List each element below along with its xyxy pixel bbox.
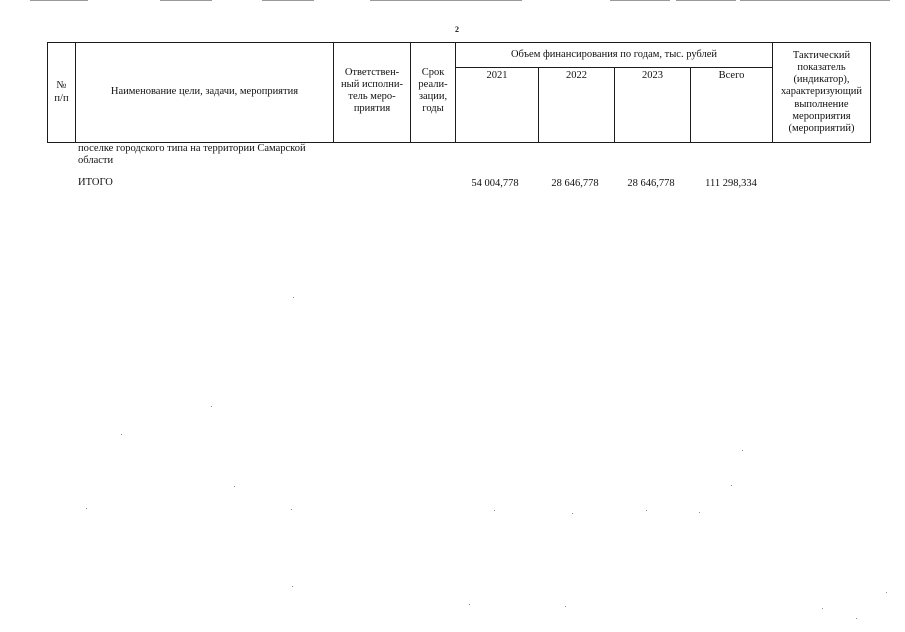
top-scan-rule: [262, 0, 314, 1]
scan-speck: [293, 297, 294, 298]
scan-speck: [494, 510, 495, 511]
column-header-financing-text: Объем финансирования по годам, тыс. рублей: [510, 48, 718, 60]
scan-speck: [291, 509, 292, 510]
column-header-year-2022: 2022: [539, 68, 615, 143]
total-2021-value: 54 004,778: [471, 178, 519, 189]
column-header-responsible: [334, 43, 411, 143]
scan-speck: [234, 486, 235, 487]
scan-speck: [856, 618, 857, 619]
column-header-indicator-text: Тактический показатель (индикатор), характеризующий выполнение мероприятия (мероприятий): [780, 50, 863, 134]
total-sum-value: 111 298,334: [705, 178, 757, 189]
scan-speck: [565, 606, 566, 607]
continued-row-name: поселке городского типа на территории Самарской области: [78, 143, 306, 166]
top-scan-rule: [610, 0, 670, 1]
column-header-responsible-text: Ответствен- ный исполни- тель меро- приятия: [341, 67, 403, 115]
scan-speck: [292, 586, 293, 587]
scan-speck: [646, 510, 647, 511]
top-scan-rule: [370, 0, 522, 1]
column-header-name: [76, 43, 334, 143]
column-header-year-2021: 2021: [456, 68, 539, 143]
scan-speck: [731, 485, 732, 486]
scan-speck: [572, 513, 573, 514]
scan-speck: [86, 508, 87, 509]
column-header-indicator: [773, 43, 871, 143]
column-header-term: [411, 43, 456, 143]
column-header-term-text: Срок реали- зации, годы: [418, 67, 448, 115]
scan-speck: [822, 608, 823, 609]
top-scan-rule: [30, 0, 88, 1]
column-header-total: Всего: [691, 68, 773, 143]
column-header-name-text: Наименование цели, задачи, мероприятия: [110, 86, 299, 98]
column-header-number: [48, 43, 76, 143]
total-2023-value: 28 646,778: [627, 178, 675, 189]
total-row-label: ИТОГО: [78, 177, 113, 188]
scan-speck: [742, 450, 743, 451]
scan-speck: [211, 406, 212, 407]
scan-speck: [121, 434, 122, 435]
column-header-number-text: № п/п: [54, 80, 69, 104]
top-scan-rule: [160, 0, 212, 1]
top-scan-rule: [676, 0, 736, 1]
total-2022-value: 28 646,778: [551, 178, 599, 189]
page-number: 2: [455, 25, 459, 34]
scan-speck: [886, 592, 887, 593]
column-header-year-2023: 2023: [615, 68, 691, 143]
financing-table-header: [47, 42, 871, 143]
column-header-financing: [456, 43, 773, 68]
top-scan-rule: [740, 0, 890, 1]
scan-speck: [699, 512, 700, 513]
scan-speck: [469, 604, 470, 605]
